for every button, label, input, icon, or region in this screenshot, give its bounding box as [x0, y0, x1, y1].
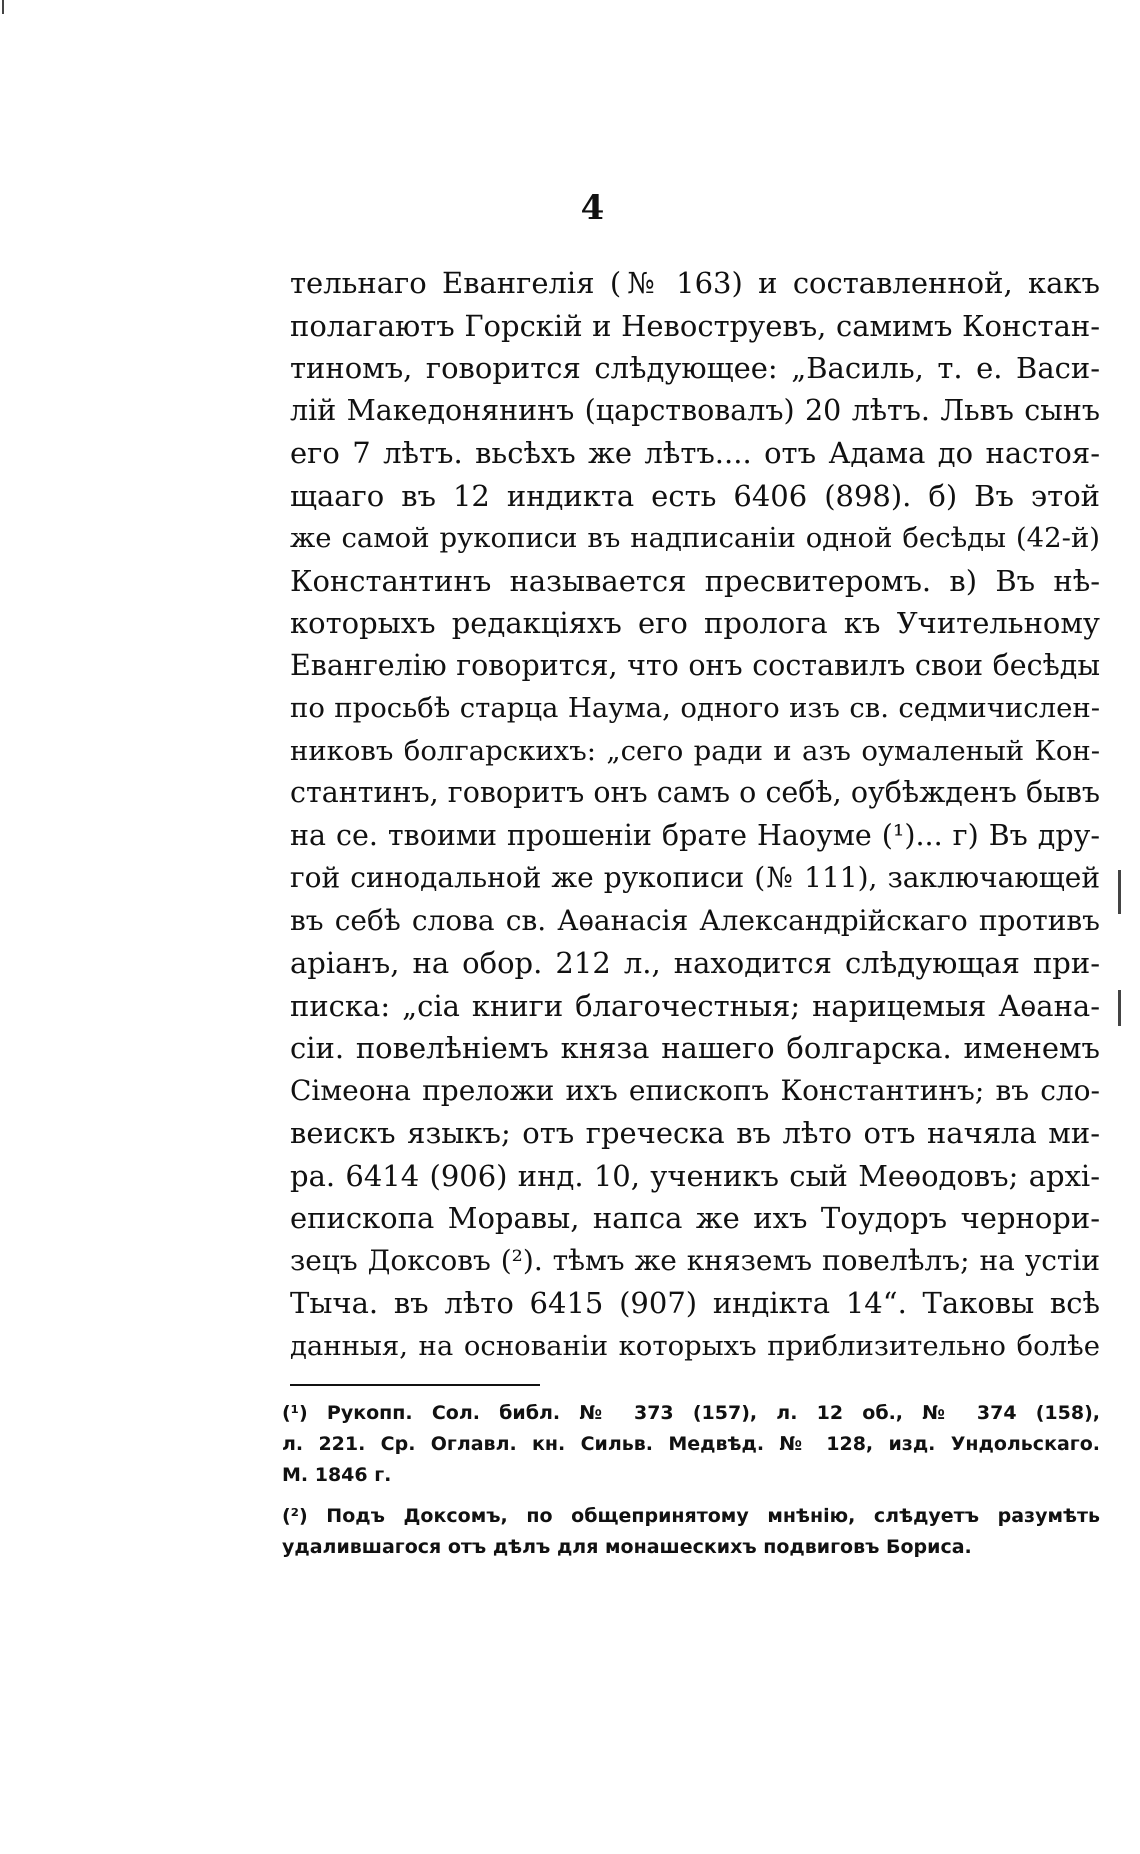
footnote-line: М. 1846 г. [282, 1464, 392, 1486]
text-line: аріанъ, на обор. 212 л., находится слѣдующая при- [290, 946, 1100, 980]
margin-mark [2, 0, 4, 14]
text-line: щаaго въ 12 индикта есть 6406 (898). б) Въ этой [290, 478, 1100, 513]
text-line: гой синодальной же рукописи (№ 111), заключающей [290, 861, 1100, 894]
text-line: зецъ Доксовъ (²). тѣмъ же княземъ повелѣлъ; на устіи [290, 1243, 1100, 1277]
footnote-line: удалившагося отъ дѣлъ для монашескихъ подвиговъ Бориса. [282, 1536, 972, 1558]
text-line: писка: „сіа книги благочестныя; нарицемыя Аѳана- [290, 988, 1100, 1023]
text-line: которыхъ редакціяхъ его пролога къ Учительному [290, 606, 1100, 640]
footnote-divider [290, 1384, 540, 1386]
footnote-line: л. 221. Ср. Оглавл. кн. Сильв. Медвѣд. № 128, изд. Ундольскаго. [282, 1433, 1100, 1455]
text-line: стантинъ, говоритъ онъ самъ о себѣ, оубѣжденъ бывъ [290, 776, 1100, 809]
footnote-1 [282, 1398, 1100, 1491]
text-line: по просьбѣ старца Наума, одного изъ св. седмичислен- [290, 692, 1100, 724]
text-line: тиномъ, говорится слѣдующее: „Василь, т. е. Васи- [290, 351, 1100, 385]
text-line: ра. 6414 (906) инд. 10, ученикъ сый Меѳодовъ; архі- [290, 1158, 1100, 1193]
margin-mark [1118, 990, 1121, 1026]
text-line: Константинъ называется пресвитеромъ. в) Въ нѣ- [290, 563, 1100, 598]
text-line: же самой рукописи въ надписаніи одной бесѣды (42-й) [290, 522, 1100, 554]
page-number: 4 [580, 188, 605, 228]
margin-mark [1118, 870, 1121, 914]
text-line: сіи. повелѣніемъ князa нашего болгарска. именемъ [290, 1031, 1100, 1065]
text-line: его 7 лѣтъ. вьсѣхъ же лѣтъ.... отъ Адама до настоя- [290, 436, 1100, 470]
text-line: данныя, на основаніи которыхъ приблизительно болѣе [290, 1329, 1100, 1362]
body-text [290, 262, 1100, 1367]
text-line: Тыча. въ лѣто 6415 (907) индікта 14“. Таковы всѣ [290, 1286, 1100, 1320]
text-line: въ себѣ слова св. Аѳанасія Александрійскаго противъ [290, 903, 1100, 937]
text-line: Сімеона преложи ихъ епископъ Константинъ; въ сло- [290, 1073, 1100, 1107]
text-line: Евангелію говорится, что онъ составилъ свои бесѣды [290, 648, 1100, 682]
text-line: тельнаго Евангелія (№ 163) и составленной, какъ [290, 266, 1100, 300]
text-line: полагаютъ Горскій и Невоструевъ, самимъ Констан- [290, 308, 1100, 343]
footnote-line: (²) Подъ Доксомъ, по общепринятому мнѣнію, слѣдуетъ разумѣть [282, 1505, 1100, 1527]
text-line: лій Македонянинъ (царствовалъ) 20 лѣтъ. Львъ сынъ [290, 393, 1100, 427]
text-line: веискъ языкъ; отъ греческа въ лѣто отъ начяла ми- [290, 1116, 1100, 1150]
text-line: никовъ болгарскихъ: „сего ради и азъ оумаленый Кон- [290, 734, 1100, 767]
footnote-2 [282, 1501, 1100, 1563]
text-line: на се. твоими прошеніи брате Наоуме (¹)... г) Въ дру- [290, 818, 1100, 852]
text-line: епископа Моравы, напса же ихъ Тоудоръ чернори- [290, 1201, 1100, 1235]
footnotes [282, 1398, 1100, 1563]
footnote-line: (¹) Рукопп. Сол. библ. № 373 (157), л. 12 об., № 374 (158), [282, 1402, 1100, 1424]
